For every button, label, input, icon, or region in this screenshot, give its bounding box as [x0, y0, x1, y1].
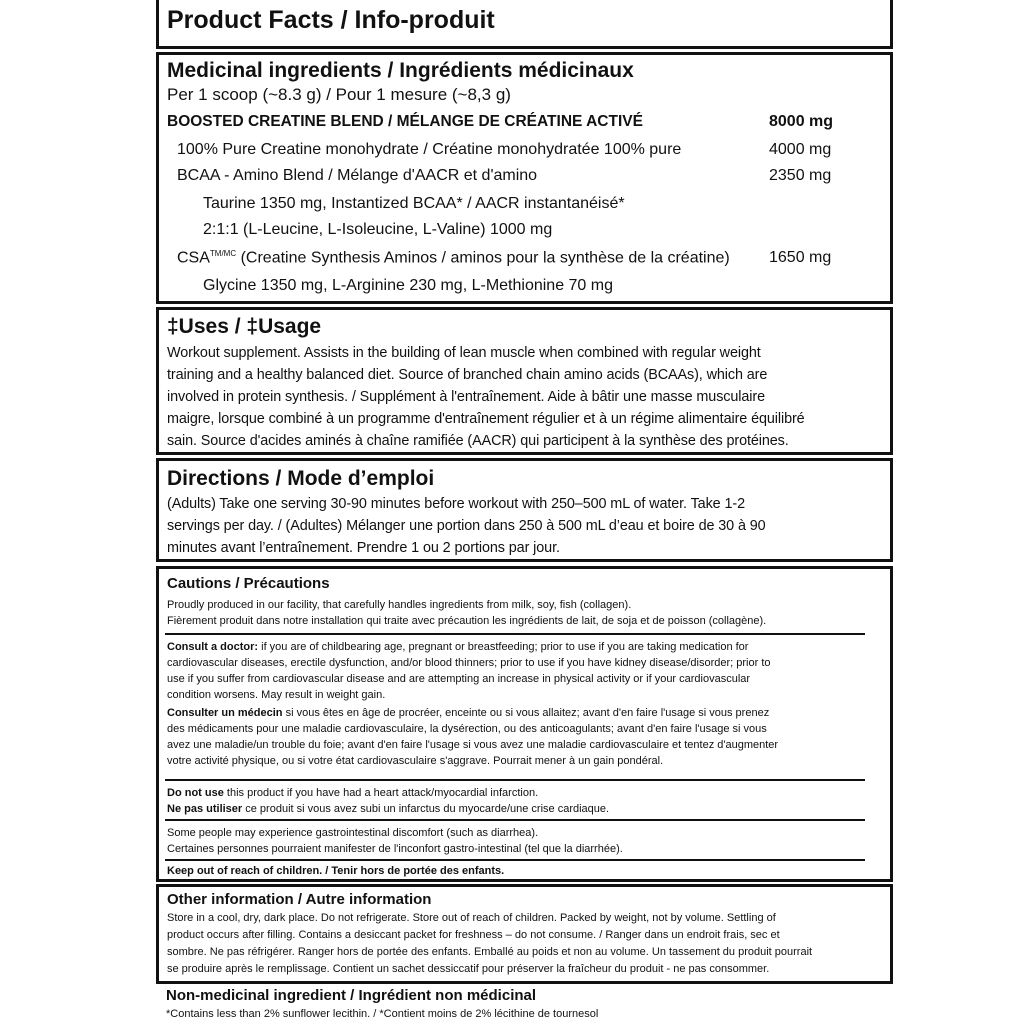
- directions-line: minutes avant l’entraînement. Prendre 1 ou 2 portions par jour.: [167, 540, 560, 556]
- product-facts-header: [156, 0, 893, 49]
- directions-title: Directions / Mode d’emploi: [167, 467, 435, 490]
- cautions-panel: [156, 566, 893, 882]
- ingredient-row-amount: 2350 mg: [769, 167, 832, 184]
- keep-out-of-reach: Keep out of reach of children. / Tenir hors de portée des enfants.: [167, 865, 505, 877]
- other-info-line: Store in a cool, dry, dark place. Do not refrigerate. Store out of reach of children. Packed by weight, not by volume. Settling of: [167, 912, 776, 924]
- uses-line: sain. Source d'acides aminés à chaîne ramifiée (AACR) qui participent à la synthèse des protéines.: [167, 433, 789, 449]
- uses-title: ‡Uses / ‡Usage: [167, 315, 322, 338]
- csa-prefix: CSA: [177, 249, 210, 267]
- divider: [165, 779, 865, 781]
- other-information-panel: [156, 884, 893, 984]
- ingredient-row-label: 2:1:1 (L-Leucine, L-Isoleucine, L-Valine) 1000 mg: [203, 221, 553, 238]
- directions-panel: [156, 458, 893, 562]
- donot-en-rest: this product if you have had a heart attack/myocardial infarction.: [223, 787, 539, 799]
- facility-statement: [167, 597, 887, 629]
- ingredient-row-label: Taurine 1350 mg, Instantized BCAA* / AACR instantanéisé*: [203, 195, 625, 212]
- medicinal-ingredients-panel: [156, 52, 893, 304]
- consult-en-bold: Consult a doctor:: [167, 641, 259, 653]
- consult-doctor-fr: [167, 705, 887, 769]
- donot-fr-rest: ce produit si vous avez subi un infarctus du myocarde/une crise cardiaque.: [242, 803, 610, 815]
- ingredient-row-label: (Creatine Synthesis Aminos / aminos pour la synthèse de la créatine): [240, 249, 730, 267]
- directions-line: servings per day. / (Adultes) Mélanger une portion dans 250 à 500 mL d’eau et boire de 30 à 90: [167, 518, 766, 534]
- non-medicinal-title: Non-medicinal ingredient / Ingrédient non médicinal: [166, 987, 537, 1004]
- consult-en-line: use if you suffer from cardiovascular disease and are attempting an increase in physical activity or if your cardiovascular: [167, 673, 751, 685]
- non-medicinal-note: *Contains less than 2% sunflower lecithin. / *Contient moins de 2% lécithine de tournesol: [166, 1008, 599, 1020]
- ingredient-row-label: BOOSTED CREATINE BLEND / MÉLANGE DE CRÉATINE ACTIVÉ: [167, 113, 643, 130]
- trademark-mark: TM/MC: [209, 249, 237, 258]
- csa-row: [177, 249, 730, 267]
- medicinal-title: Medicinal ingredients / Ingrédients médicinaux: [167, 59, 634, 82]
- donot-fr-bold: Ne pas utiliser: [167, 803, 243, 815]
- divider: [165, 633, 865, 635]
- gi-warning: [167, 825, 887, 857]
- consult-en-line: condition worsens. May result in weight gain.: [167, 689, 386, 701]
- uses-line: maigre, lorsque combiné à un programme d'entraînement régulier et à un régime alimentaire équilibré: [167, 411, 805, 427]
- consult-en-line: if you are of childbearing age, pregnant or breastfeeding; prior to use if you are taking medication for: [258, 641, 749, 653]
- gi-line: Some people may experience gastrointestinal discomfort (such as diarrhea).: [167, 827, 539, 839]
- consult-fr-line: avez une maladie/un trouble du foie; avant d'en faire l'usage si vous avez une maladie cardiovasculaire et tentez d'augmenter: [167, 739, 779, 751]
- uses-line: training and a healthy balanced diet. Source of branched chain amino acids (BCAAs), which are: [167, 367, 768, 383]
- consult-fr-bold: Consulter un médecin: [167, 707, 283, 719]
- uses-panel: [156, 307, 893, 455]
- facility-line: Fièrement produit dans notre installation qui traite avec précaution les ingrédients de lait, de soja et de poisson (collagène).: [167, 615, 767, 627]
- consult-fr-line: des médicaments pour une maladie cardiovasculaire, la dysérection, ou des anticoagulants; avant d'en faire l'usage si vous: [167, 723, 767, 735]
- do-not-use: [167, 785, 887, 817]
- other-info-text: [167, 910, 889, 978]
- consult-fr-line: votre activité physique, ou si votre état cardiovasculaire s'aggrave. Pourrait mener à un gain pondéral.: [167, 755, 664, 767]
- consult-en-line: cardiovascular diseases, erectile dysfunction, and/or blood thinners; prior to use if you have kidney disease/disorder; prior to: [167, 657, 771, 669]
- other-info-line: se produire après le remplissage. Contient un sachet dessiccatif pour préserver la fraîcheur du produit - ne pas consommer.: [167, 963, 770, 975]
- uses-line: involved in protein synthesis. / Supplément à l'entraînement. Aide à bâtir une masse musculaire: [167, 389, 765, 405]
- cautions-title: Cautions / Précautions: [167, 575, 330, 592]
- other-info-line: sombre. Ne pas réfrigérer. Ranger hors de portée des enfants. Emballé au poids et non au volume. Un tassement du produit pourrait: [167, 946, 813, 958]
- directions-line: (Adults) Take one serving 30-90 minutes before workout with 250–500 mL of water. Take 1-2: [167, 496, 745, 512]
- uses-text: [167, 342, 887, 452]
- ingredient-row-label: 100% Pure Creatine monohydrate / Créatine monohydratée 100% pure: [177, 141, 682, 158]
- divider: [165, 819, 865, 821]
- other-info-line: product occurs after filling. Contains a desiccant packet for freshness – do not consume. / Ranger dans un endroit frais, sec et: [167, 929, 780, 941]
- ingredient-row-amount: 4000 mg: [769, 141, 832, 158]
- facility-line: Proudly produced in our facility, that carefully handles ingredients from milk, soy, fish (collagen).: [167, 599, 632, 611]
- other-info-title: Other information / Autre information: [167, 891, 432, 908]
- gi-line: Certaines personnes pourraient manifester de l'inconfort gastro-intestinal (tel que la diarrhée).: [167, 843, 623, 855]
- ingredient-row-amount: 8000 mg: [769, 113, 834, 130]
- consult-doctor-en: [167, 639, 887, 703]
- divider: [165, 859, 865, 861]
- ingredient-row-label: Glycine 1350 mg, L-Arginine 230 mg, L-Methionine 70 mg: [203, 277, 613, 294]
- donot-en-bold: Do not use: [167, 787, 224, 799]
- serving-size: Per 1 scoop (~8.3 g) / Pour 1 mesure (~8,3 g): [167, 85, 511, 104]
- ingredient-row-amount: 1650 mg: [769, 249, 832, 266]
- consult-fr-line: si vous êtes en âge de procréer, enceinte ou si vous allaitez; avant d'en faire l'usage si vous prenez: [282, 707, 770, 719]
- directions-text: [167, 493, 887, 559]
- uses-line: Workout supplement. Assists in the building of lean muscle when combined with regular weight: [167, 345, 761, 361]
- product-facts-title: Product Facts / Info-produit: [167, 6, 495, 34]
- ingredient-row-label: BCAA - Amino Blend / Mélange d'AACR et d'amino: [177, 167, 538, 184]
